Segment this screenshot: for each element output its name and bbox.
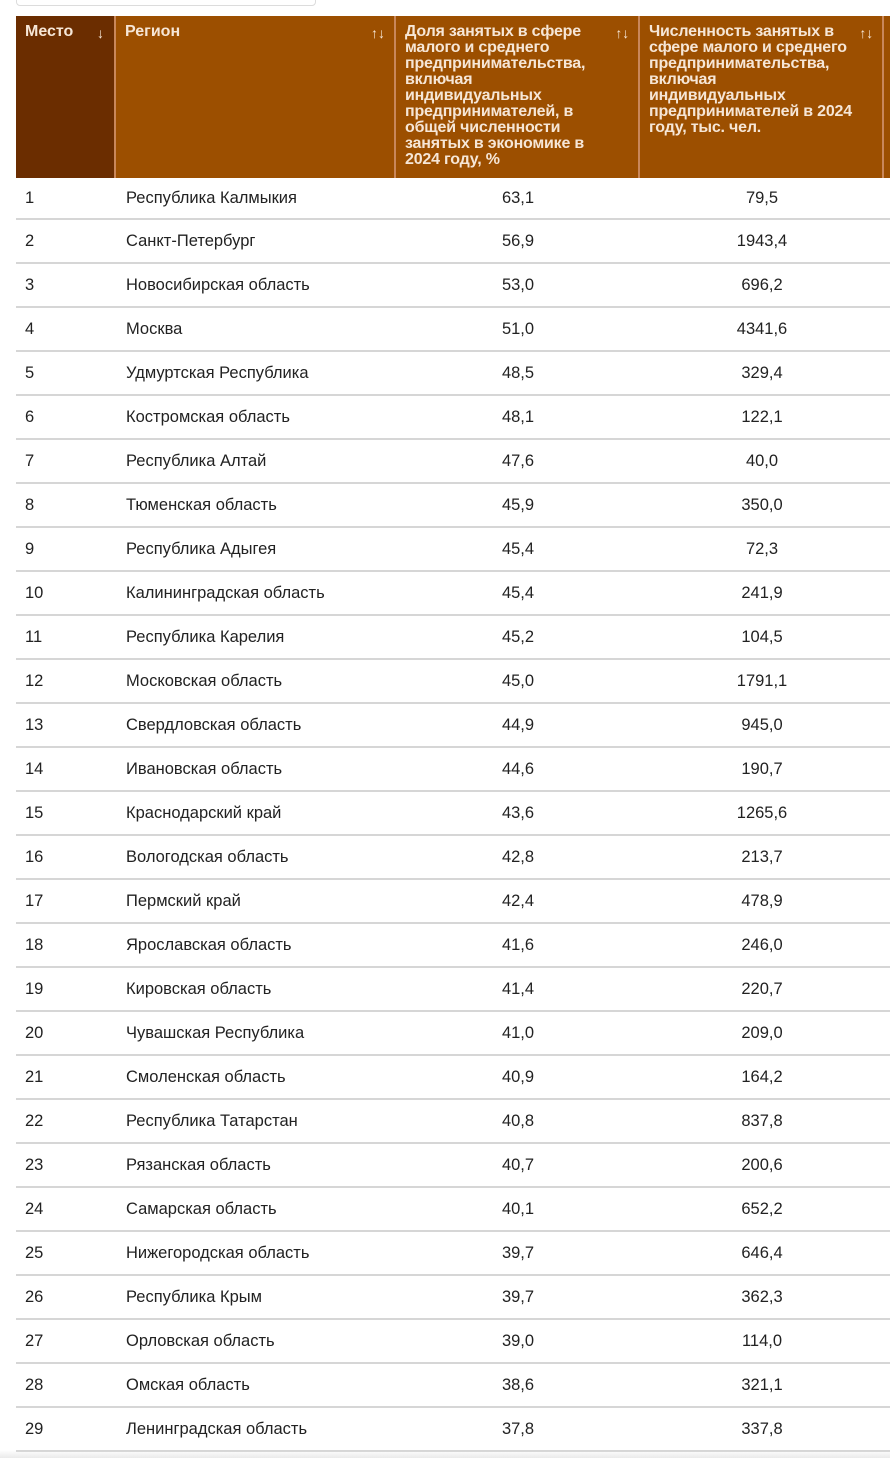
table-header (16, 16, 890, 178)
cell-share: 44,9 (501, 715, 535, 734)
table-row[interactable] (16, 178, 890, 220)
cell-count: 213,7 (741, 847, 783, 866)
cell-rank: 5 (25, 363, 35, 382)
cell-rank: 12 (25, 671, 44, 690)
cell-rank: 15 (25, 803, 44, 822)
column-header-label: Численность занятых в сфере малого и среднего предпринимательства, включая индивидуальных предпринимателей в 2024 году, тыс. чел. (649, 23, 852, 136)
cell-rank: 18 (25, 935, 44, 954)
cell-share: 41,0 (501, 1023, 535, 1042)
cell-rank: 11 (25, 627, 43, 646)
cell-count: 1791,1 (736, 671, 788, 690)
table-row[interactable] (16, 1188, 890, 1232)
cell-count: 362,3 (741, 1287, 783, 1306)
table-row[interactable] (16, 880, 890, 924)
cell-share: 45,0 (501, 671, 535, 690)
cell-rank: 13 (25, 715, 44, 734)
cell-rank: 7 (25, 451, 35, 470)
table-row[interactable] (16, 1100, 890, 1144)
cell-region: Свердловская область (126, 715, 302, 734)
table-row[interactable] (16, 220, 890, 264)
cell-region: Московская область (126, 671, 283, 690)
cell-share: 40,7 (501, 1155, 535, 1174)
cell-share: 44,6 (501, 759, 535, 778)
cell-share: 42,4 (501, 891, 535, 910)
cell-region: Ивановская область (126, 759, 283, 778)
ranking-table (16, 16, 890, 1452)
cell-region: Вологодская область (126, 847, 289, 866)
table-row[interactable] (16, 1232, 890, 1276)
table-row[interactable] (16, 1056, 890, 1100)
cell-region: Самарская область (126, 1199, 277, 1218)
table-row[interactable] (16, 924, 890, 968)
cell-count: 40,0 (745, 451, 779, 470)
table-row[interactable] (16, 968, 890, 1012)
cell-share: 40,8 (501, 1111, 535, 1130)
cell-share: 37,8 (501, 1419, 535, 1438)
cell-region: Республика Адыгея (126, 539, 277, 558)
cell-rank: 9 (25, 539, 35, 558)
cell-count: 72,3 (745, 539, 779, 558)
cell-share: 40,9 (501, 1067, 535, 1086)
cell-rank: 3 (25, 275, 35, 294)
cell-share: 48,1 (501, 407, 535, 426)
cell-region: Москва (126, 319, 183, 338)
cell-share: 39,7 (501, 1287, 535, 1306)
table-row[interactable] (16, 1276, 890, 1320)
cell-share: 41,4 (501, 979, 535, 998)
cell-count: 696,2 (741, 275, 783, 294)
cell-rank: 17 (25, 891, 44, 910)
cell-region: Республика Крым (126, 1287, 262, 1306)
cell-region: Удмуртская Республика (126, 363, 309, 382)
cell-share: 63,1 (501, 188, 535, 207)
table-row[interactable] (16, 1364, 890, 1408)
column-header-label: Место (25, 23, 74, 40)
cell-rank: 29 (25, 1419, 44, 1438)
cell-count: 79,5 (745, 188, 779, 207)
cell-rank: 14 (25, 759, 44, 778)
column-header-region[interactable] (116, 16, 396, 178)
cell-share: 48,5 (501, 363, 535, 382)
column-header-rank[interactable] (16, 16, 116, 178)
cell-count: 837,8 (741, 1111, 783, 1130)
sort-toggle-icon[interactable]: ↑↓ (859, 25, 873, 41)
table-row[interactable] (16, 484, 890, 528)
table-row[interactable] (16, 528, 890, 572)
cell-rank: 28 (25, 1375, 44, 1394)
table-row[interactable] (16, 660, 890, 704)
cell-count: 209,0 (741, 1023, 783, 1042)
scroll-fade (0, 1450, 890, 1458)
table-row[interactable] (16, 308, 890, 352)
cell-count: 190,7 (741, 759, 783, 778)
cell-region: Санкт-Петербург (126, 231, 256, 250)
sort-toggle-icon[interactable]: ↑↓ (615, 25, 629, 41)
cell-rank: 6 (25, 407, 35, 426)
table-row[interactable] (16, 616, 890, 660)
cell-count: 200,6 (741, 1155, 783, 1174)
cell-count: 478,9 (741, 891, 783, 910)
cell-count: 652,2 (741, 1199, 783, 1218)
cell-region: Ярославская область (126, 935, 292, 954)
table-row[interactable] (16, 748, 890, 792)
cell-rank: 16 (25, 847, 44, 866)
cell-region: Пермский край (126, 891, 241, 910)
cell-rank: 1 (25, 188, 35, 207)
cell-region: Республика Калмыкия (126, 188, 297, 207)
cell-rank: 22 (25, 1111, 44, 1130)
cell-count: 104,5 (741, 627, 783, 646)
cell-region: Костромская область (126, 407, 290, 426)
cell-count: 241,9 (741, 583, 783, 602)
cell-rank: 26 (25, 1287, 44, 1306)
cell-count: 321,1 (741, 1375, 783, 1394)
cell-region: Рязанская область (126, 1155, 271, 1174)
cell-count: 350,0 (741, 495, 783, 514)
cell-count: 122,1 (741, 407, 783, 426)
table-body (16, 178, 890, 1452)
cell-share: 53,0 (501, 275, 535, 294)
cell-share: 41,6 (501, 935, 535, 954)
cell-rank: 20 (25, 1023, 44, 1042)
cell-count: 329,4 (741, 363, 783, 382)
cell-region: Новосибирская область (126, 275, 310, 294)
cell-region: Тюменская область (126, 495, 277, 514)
cell-rank: 8 (25, 495, 35, 514)
cell-share: 43,6 (501, 803, 535, 822)
column-header-share[interactable] (396, 16, 640, 178)
table-row[interactable] (16, 1408, 890, 1452)
cell-count: 246,0 (741, 935, 783, 954)
sort-descending-icon[interactable]: ↓ (97, 25, 104, 41)
cell-region: Орловская область (126, 1331, 275, 1350)
cell-region: Смоленская область (126, 1067, 286, 1086)
cell-share: 51,0 (501, 319, 535, 338)
cell-rank: 4 (25, 319, 35, 338)
table-row[interactable] (16, 264, 890, 308)
cell-rank: 27 (25, 1331, 44, 1350)
table-row[interactable] (16, 704, 890, 748)
cell-share: 45,4 (501, 583, 535, 602)
cell-share: 56,9 (501, 231, 535, 250)
cell-region: Чувашская Республика (126, 1023, 305, 1042)
cell-count: 1943,4 (736, 231, 788, 250)
cell-region: Кировская область (126, 979, 272, 998)
cell-share: 38,6 (501, 1375, 535, 1394)
cell-share: 45,2 (501, 627, 535, 646)
table-row[interactable] (16, 836, 890, 880)
table-row[interactable] (16, 440, 890, 484)
table-row[interactable] (16, 396, 890, 440)
cell-count: 220,7 (741, 979, 783, 998)
column-header-overflow (884, 16, 890, 178)
cell-region: Калининградская область (126, 583, 325, 602)
cell-rank: 2 (25, 231, 35, 250)
cell-share: 47,6 (501, 451, 535, 470)
column-header-count[interactable] (640, 16, 884, 178)
cell-rank: 19 (25, 979, 44, 998)
cell-region: Ленинградская область (126, 1419, 308, 1438)
cell-count: 1265,6 (736, 803, 788, 822)
table-row[interactable] (16, 1320, 890, 1364)
cell-share: 45,4 (501, 539, 535, 558)
cell-count: 337,8 (741, 1419, 783, 1438)
cell-rank: 23 (25, 1155, 44, 1174)
cell-count: 164,2 (741, 1067, 783, 1086)
cell-rank: 24 (25, 1199, 44, 1218)
cell-rank: 10 (25, 583, 44, 602)
cell-region: Нижегородская область (126, 1243, 310, 1262)
cell-share: 40,1 (501, 1199, 535, 1218)
cell-count: 945,0 (741, 715, 783, 734)
cell-region: Омская область (126, 1375, 250, 1394)
cell-count: 646,4 (741, 1243, 783, 1262)
sort-toggle-icon[interactable]: ↑↓ (371, 25, 385, 41)
cell-share: 39,0 (501, 1331, 535, 1350)
cell-region: Республика Алтай (126, 451, 267, 470)
cell-rank: 21 (25, 1067, 44, 1086)
cell-region: Республика Карелия (126, 627, 285, 646)
cell-rank: 25 (25, 1243, 44, 1262)
cell-share: 42,8 (501, 847, 535, 866)
table-row[interactable] (16, 572, 890, 616)
table-row[interactable] (16, 1144, 890, 1188)
table-row[interactable] (16, 1012, 890, 1056)
cell-share: 45,9 (501, 495, 535, 514)
table-row[interactable] (16, 352, 890, 396)
cell-region: Республика Татарстан (126, 1111, 298, 1130)
cell-share: 39,7 (501, 1243, 535, 1262)
table-row[interactable] (16, 792, 890, 836)
cell-region: Краснодарский край (126, 803, 282, 822)
search-input[interactable] (16, 0, 316, 6)
column-header-label: Регион (125, 23, 181, 40)
column-header-label: Доля занятых в сфере малого и среднего предпринимательства, включая индивидуальных предпринимателей, в общей численности занятых в экономике в 2024 году, % (405, 23, 586, 168)
cell-count: 114,0 (741, 1331, 783, 1350)
cell-count: 4341,6 (736, 319, 788, 338)
